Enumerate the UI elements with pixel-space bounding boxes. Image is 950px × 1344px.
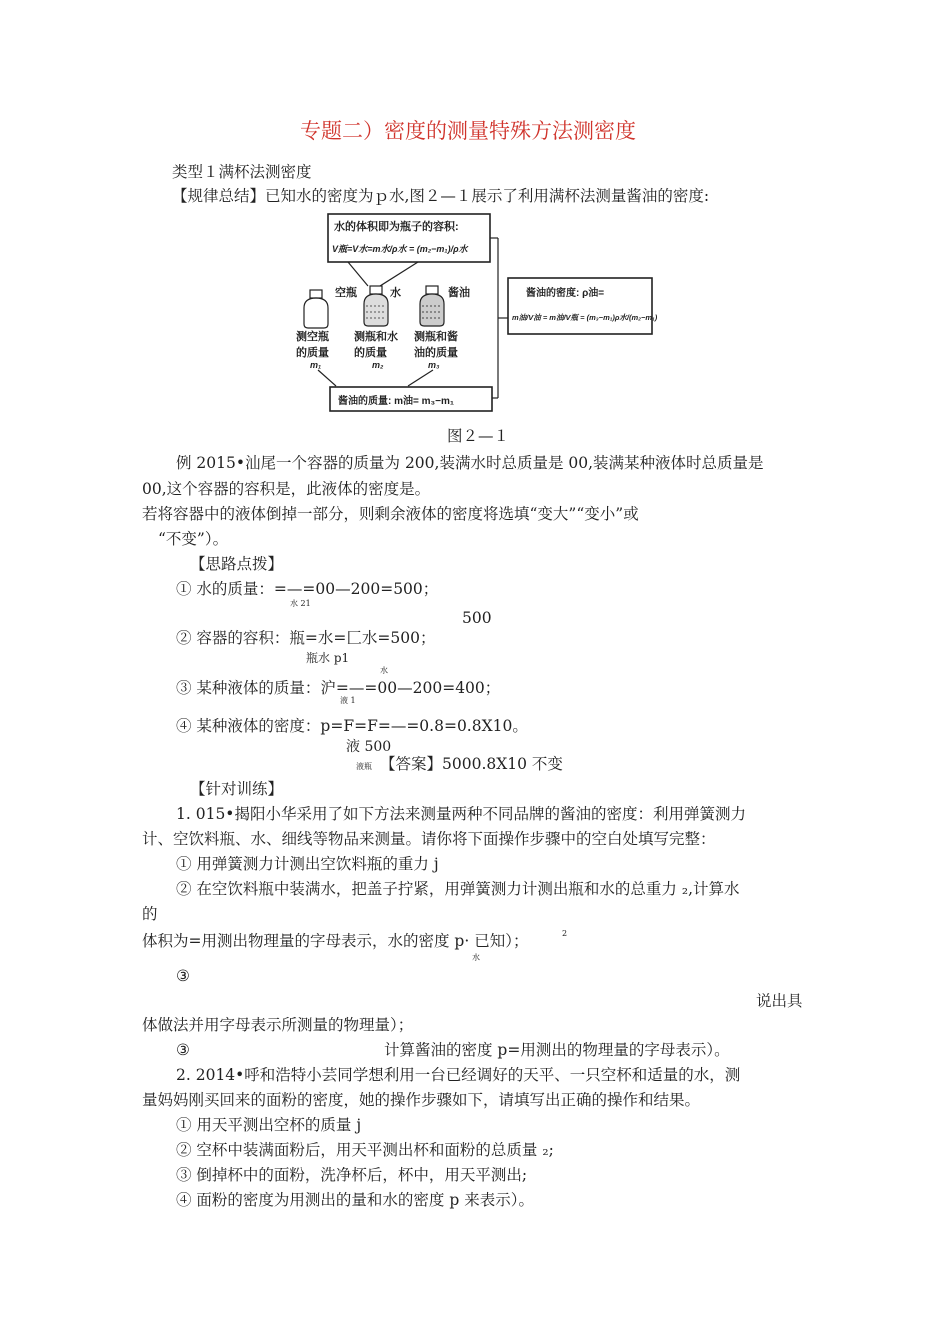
page-title: 专题二）密度的测量特殊方法测密度	[300, 119, 636, 143]
q1-step2c-sup: 2	[562, 929, 568, 938]
q1-step3-cont: 体做法并用字母表示所测量的物理量）；	[142, 1016, 414, 1034]
hint-2-sub: 瓶水 p1	[306, 651, 350, 665]
example-line3: 若将容器中的液体倒掉一部分，则剩余液体的密度将选填“变大”“变小”或	[142, 505, 639, 523]
step1-line1: 测空瓶	[296, 331, 329, 343]
rule-summary: 【规律总结】已知水的密度为ｐ水,图２—１展示了利用满杯法测量酱油的密度:	[172, 187, 710, 205]
hint-4-sub: 液 500	[346, 739, 392, 755]
step1-line2: 的质量	[296, 347, 329, 359]
figure-caption: 图２—１	[447, 427, 510, 445]
training-header: 【针对训练】	[190, 780, 284, 798]
answer: 【答案】5000.8X10 不变	[380, 755, 563, 773]
example-line1: 例 2015•汕尾一个容器的质量为 200,装满水时总质量是 00,装满某种液体时总质量是	[176, 454, 764, 472]
example-line2: 00,这个容器的容积是，此液体的密度是。	[142, 480, 431, 498]
soy-bottle-icon	[420, 286, 444, 326]
q1-step4: 计算酱油的密度 p=用测出的物理量的字母表示）。	[384, 1041, 730, 1059]
hint-2: ② 容器的容积：瓶=水=匚水=500；	[176, 629, 436, 647]
q1-line2: 计、空饮料瓶、水、细线等物品来测量。请你将下面操作步骤中的空白处填写完整：	[142, 830, 716, 848]
hint-1: ① 水的质量：=—=00—200=500；	[176, 580, 439, 598]
q1-step1: ① 用弹簧测力计测出空饮料瓶的重力 j	[176, 855, 439, 873]
label-empty: 空瓶	[335, 287, 357, 299]
answer-sub: 液瓶	[356, 762, 372, 771]
right-box-line2: m油/V油 = m油/V瓶 = (m₃−m₁)ρ水/(m₂−m₁)	[512, 313, 658, 322]
step3-line1: 测瓶和酱	[414, 331, 458, 343]
example-line4: “不变”）。	[158, 530, 229, 548]
step3-line2: 油的质量	[414, 347, 458, 359]
right-box-line1: 酱油的密度: ρ油=	[526, 288, 605, 299]
hint-3-sub: 液 1	[340, 696, 356, 705]
hint-3: ③ 某种液体的质量：沪=—=00—200=400；	[176, 679, 501, 697]
q1-step3-right: 说出具	[756, 992, 803, 1010]
section-heading: 类型１满杯法测密度	[172, 163, 312, 181]
q1-line1: 1. 015•揭阳小华采用了如下方法来测量两种不同品牌的酱油的密度：利用弹簧测力	[176, 805, 746, 823]
label-soy: 酱油	[448, 287, 470, 299]
q1-step2b: 的	[142, 905, 158, 923]
q2-step1: ① 用天平测出空杯的质量 j	[176, 1116, 362, 1134]
q2-line1: 2. 2014•呼和浩特小芸同学想利用一台已经调好的天平、一只空杯和适量的水，测	[176, 1066, 741, 1084]
q2-step4: ④ 面粉的密度为用测出的量和水的密度 p 来表示）。	[176, 1191, 534, 1209]
q1-step3: ③	[176, 967, 190, 985]
q1-step2c: 体积为=用测出物理量的字母表示，水的密度 p· 已知）；	[142, 932, 529, 950]
q2-step2: ② 空杯中装满面粉后，用天平测出杯和面粉的总质量 ₂;	[176, 1141, 554, 1159]
q2-step3: ③ 倒掉杯中的面粉，洗净杯后，杯中，用天平测出;	[176, 1166, 528, 1184]
top-box-line2: V瓶=V水=m水/ρ水 = (m₂−m₁)/ρ水	[332, 244, 468, 254]
step2-line1: 测瓶和水	[354, 331, 398, 343]
q1-step2a: ② 在空饮料瓶中装满水，把盖子拧紧，用弹簧测力计测出瓶和水的总重力 ₂,计算水	[176, 880, 740, 898]
step1-line3: m₁	[310, 360, 322, 370]
q1-step2c-sub: 水	[472, 953, 480, 962]
hint-4: ④ 某种液体的密度：p=F=F=—=0.8=0.8X10。	[176, 717, 528, 735]
hint-header: 【思路点拨】	[190, 555, 284, 573]
q1-step4-num: ③	[176, 1041, 190, 1059]
q2-line2: 量妈妈刚买回来的面粉的密度，她的操作步骤如下，请填写出正确的操作和结果。	[142, 1091, 701, 1109]
empty-bottle-icon	[304, 290, 328, 328]
step3-line3: m₃	[428, 360, 440, 370]
right-formula-box	[508, 278, 652, 334]
water-bottle-icon	[364, 286, 388, 326]
label-water: 水	[390, 287, 401, 299]
bottom-box-text: 酱油的质量: m油= m₃−m₁	[338, 396, 455, 407]
step2-line3: m₂	[372, 360, 384, 370]
step2-line2: 的质量	[354, 347, 387, 359]
hint-2-above: 500	[462, 609, 492, 627]
hint-1-sub: 水 21	[290, 599, 311, 608]
figure-2-1-diagram	[288, 212, 668, 418]
hint-3-above: 水	[380, 666, 388, 675]
top-box-line1: 水的体积即为瓶子的容积:	[334, 221, 459, 233]
